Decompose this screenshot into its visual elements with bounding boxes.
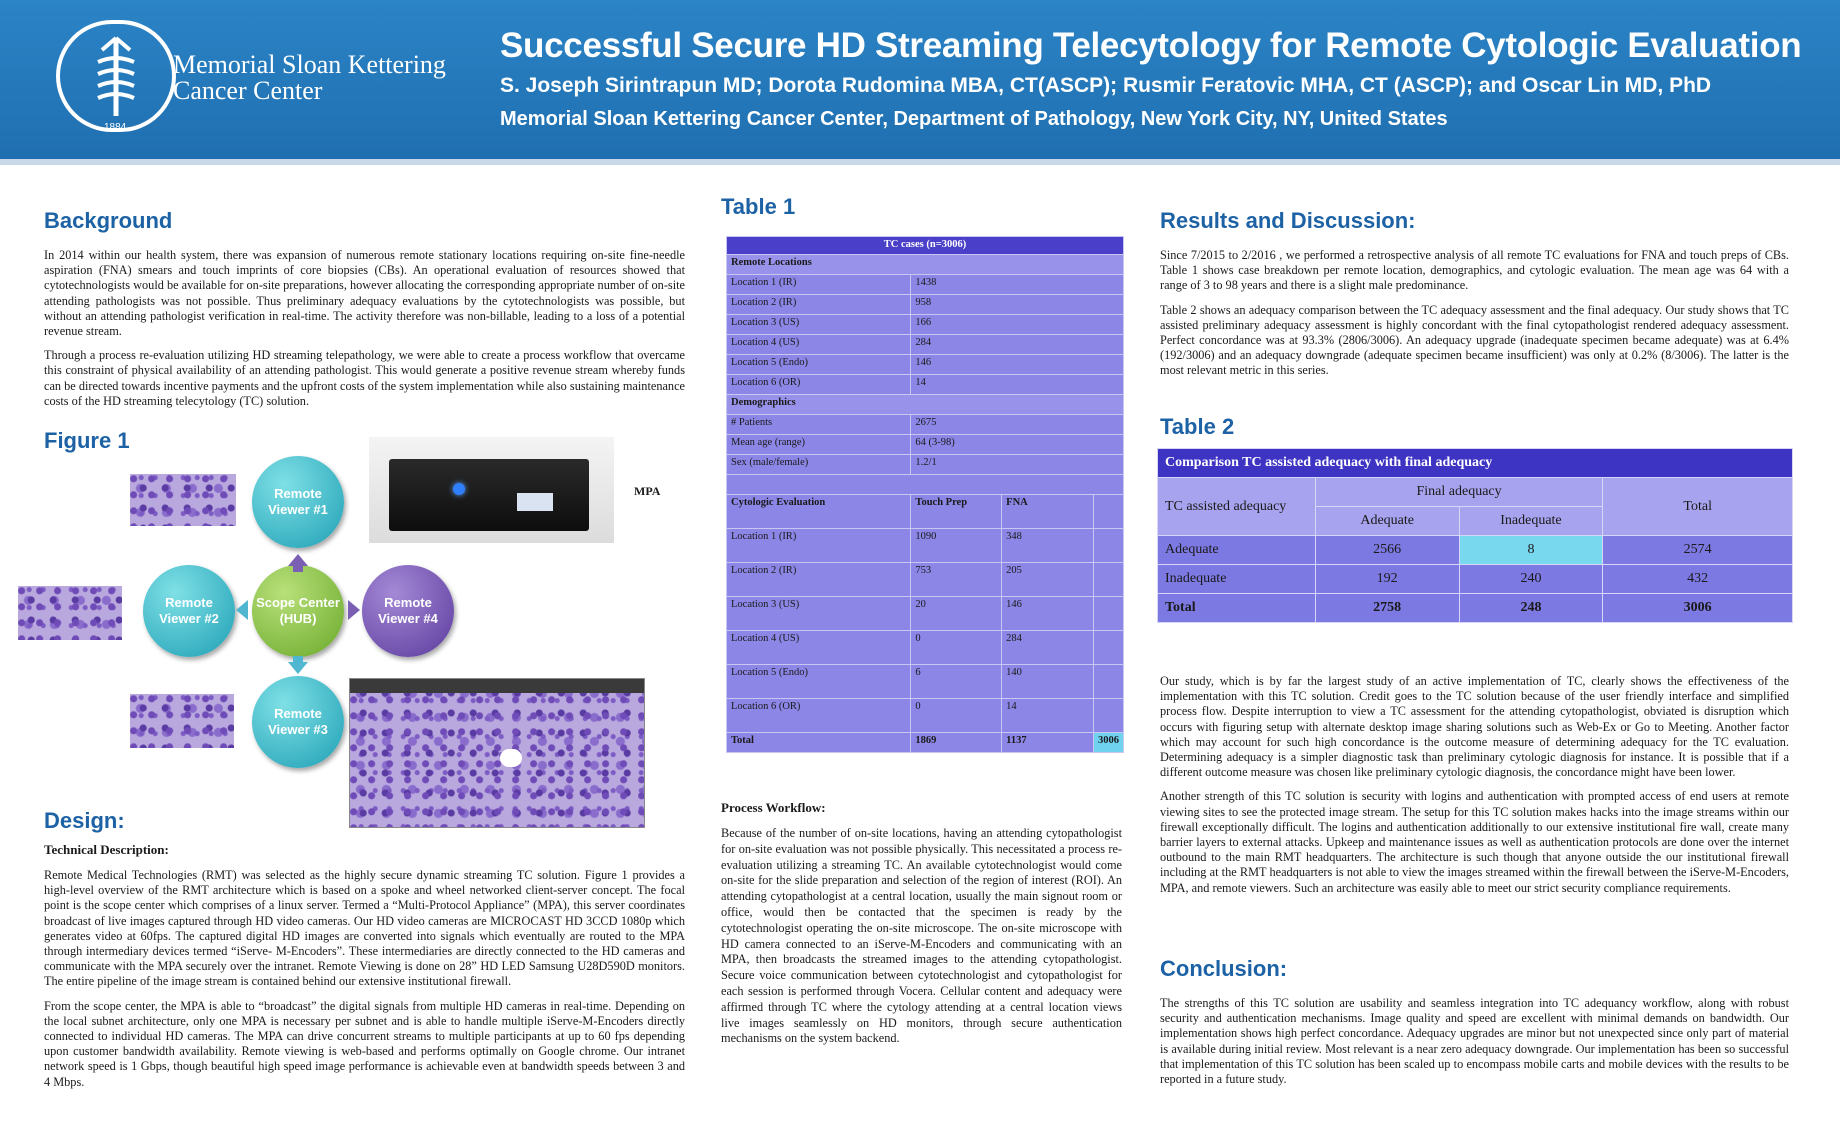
table1-total-row: Total 1869 1137 3006: [727, 733, 1124, 753]
table-row: Location 5 (Endo) 146: [727, 355, 1124, 375]
arrow-up-icon: [288, 554, 308, 566]
arrow-down-icon: [288, 662, 308, 674]
results-heading: Results and Discussion:: [1160, 208, 1416, 233]
background-p2: Through a process re-evaluation utilizing HD streaming telepathology, we were able to create a process workflow that overcame this constraint of physical availability of an attending pathologist. This would generate a positive revenue stream whereby funds can be directed towards incentive payments and the upfront costs of the system implementation while also sustaining maintenance costs of the HD streaming telecytology (TC) solution.: [44, 348, 685, 408]
arrow-left-icon: [236, 600, 248, 620]
table-row: Location 2 (IR) 753 205: [727, 563, 1124, 597]
table2-total-header: Total: [1603, 478, 1793, 536]
logo-wordmark: [173, 52, 446, 104]
workflow-heading: Process Workflow:: [721, 800, 826, 815]
results-p2: Table 2 shows an adequacy comparison between the TC adequacy assessment and the final adequacy. Our study shows that TC assisted preliminary adequacy assessment is highly concordant with the final cytopathologist rendered adequacy assessment. Perfect concordance was at 93.3% (2806/3006). An adequacy upgrade (inadequate specimen became adequate) was at 6.4% (192/3006) and an adequacy downgrade (adequate specimen became insufficient) was only at 0.2% (8/3006). The latter is the most relevant metric in this series.: [1160, 302, 1789, 378]
table-row: Sex (male/female) 1.2/1: [727, 455, 1124, 475]
logo-emblem-icon: [56, 20, 176, 132]
table-row: Location 3 (US) 20 146: [727, 597, 1124, 631]
table-row: Adequate 2566 8 2574: [1158, 536, 1793, 565]
table2: Comparison TC assisted adequacy with final adequacy TC assisted adequacy Final adequacy Total Adequate Inadequate Adequate 2566 8 2574 Inadequate 192 240 432 Total 2758 248 3006: [1157, 448, 1793, 623]
technical-description-heading: Technical Description:: [44, 842, 169, 857]
results-p3: Our study, which is by far the largest study of an active implementation of TC, clearly shows the effectiveness of the implementation with this TC solution. Credit goes to the TC solution because of the user friendly interface and simplified process flow. Despite interruption to view a TC assessment for the attending cytopathologist, obviated is disruption which occurs with figuring setup with alternate desktop image sharing solutions such as Web-Ex or Go to Meeting. Another factor which may account for such high concordance is the outcome measure of determining adequacy for the TC evaluation. Determining adequacy is a simpler diagnostic task than preliminary cytologic diagnosis for instance. It is possible that if a different outcome measure was chosen like preliminary cytologic diagnosis, the concordance might have been lower.: [1160, 674, 1789, 780]
table-row: Location 1 (IR) 1438: [727, 275, 1124, 295]
table2-title: Comparison TC assisted adequacy with final adequacy: [1158, 449, 1793, 478]
table1-eval-header: Cytologic Evaluation Touch Prep FNA: [727, 495, 1124, 529]
logo-line1: Memorial Sloan Kettering: [173, 50, 446, 79]
figure1-heading: Figure 1: [44, 428, 130, 453]
table2-row-header: TC assisted adequacy: [1158, 478, 1316, 536]
poster-affiliation: Memorial Sloan Kettering Cancer Center, Department of Pathology, New York City, NY, United States: [500, 108, 1448, 130]
table1-heading: Table 1: [721, 194, 796, 219]
viewer1-screen-image: [130, 474, 236, 526]
table-row: Location 6 (OR) 0 14: [727, 699, 1124, 733]
design-p1: Remote Medical Technologies (RMT) was selected as the highly secure dynamic streaming TC solution. Figure 1 provides a high-level overview of the RMT architecture which is based on a spoke and wheel networked client-server concept. The focal point is the scope center which comprises of a linux server. Termed a “Multi-Protocol Appliance” (MPA), this server coordinates broadcast of live images captured through HD video cameras. Our HD video cameras are MICROCAST HD 3CCD 1080p which generates video at 60fps. The captured digital HD images are converted into signals which eventually are routed to the MPA through intermediary devices termed “iServe- M-Encoders”. These intermediaries are directly connected to the HD cameras and communicate with the MPA securely over the intranet. Remote Viewing is done on 28” HD LED Samsung U28D590D monitors. The entire pipeline of the image stream is contained behind our extensive institutional firewall.: [44, 868, 685, 989]
table-row: # Patients 2675: [727, 415, 1124, 435]
mpa-label: MPA: [634, 484, 661, 498]
table-row: Location 3 (US) 166: [727, 315, 1124, 335]
logo-line2: Cancer Center: [173, 76, 323, 105]
table-row: Location 4 (US) 284: [727, 335, 1124, 355]
table-row: Inadequate 192 240 432: [1158, 565, 1793, 594]
viewer3-screen-image: [130, 694, 234, 748]
background-text: [44, 248, 685, 418]
remote-locations-label: Remote Locations: [727, 255, 1124, 275]
background-heading: Background: [44, 208, 173, 233]
table2-final-header: Final adequacy: [1315, 478, 1603, 507]
conclusion-text: The strengths of this TC solution are usability and seamless integration into TC adequancy workflow, along with robust security and authentication mechanisms. Image quality and speed are excellent with minimal demands on bandwidth. Our implementation shows high perfect concordance. Adequacy upgrades are minor but not unexpected since only part of material is available during initial review. Most relevant is a near zero adequacy downgrade. Our implementation has been so successful that implementation of this TC solution has been scaled up to encompass mobile carts and mobile devices with the results to be reported in a future study.: [1160, 996, 1789, 1087]
msk-logo: [56, 20, 456, 140]
remote-viewer-2-node: Remote Viewer #2: [143, 565, 235, 657]
table-row: Location 4 (US) 0 284: [727, 631, 1124, 665]
results-top-text: [1160, 248, 1789, 388]
background-p1: In 2014 within our health system, there was expansion of numerous remote stationary locations requiring on-site fine-needle aspiration (FNA) smears and touch imprints of core biopsies (CBs). An operational evaluation of resources showed that cytotechnologists would be available for on-site preparations, however allocating the corresponding appropriate number of on-site attending pathologists was not possible. Thus preliminary adequacy evaluations by the cytotechnologists was possible, but without an attending pathologist verification in real-time. The activity therefore was non-billable, leading to a loss of a potential revenue stream.: [44, 248, 685, 339]
poster-header: [0, 0, 1840, 165]
poster-authors: S. Joseph Sirintrapun MD; Dorota Rudomina MBA, CT(ASCP); Rusmir Feratovic MHA, CT (ASCP); and Oscar Lin MD, PhD: [500, 74, 1712, 97]
microscope-stream-image: [349, 678, 645, 828]
remote-viewer-3-node: Remote Viewer #3: [252, 676, 344, 768]
design-p2: From the scope center, the MPA is able to “broadcast” the digital signals from multiple HD cameras in real-time. Depending on the local subnet architecture, only one MPA is necessary per subnet and is able to handle multiple iServe-M-Encoders directly connected to individual HD cameras. The MPA can drive concurrent streams to multiple participants at up to 60 fps depending upon customer bandwidth availability. Remote viewing is web-based and performs optimally on Google chrome. Our intranet network speed is 1 Gbps, though beautiful high speed image performance is achievable even at bandwidth speeds between 3 and 4 Mbps.: [44, 998, 685, 1089]
design-text: [44, 868, 685, 1099]
arrow-right-icon: [348, 600, 360, 620]
table-row: Location 1 (IR) 1090 348: [727, 529, 1124, 563]
conclusion-heading: Conclusion:: [1160, 956, 1288, 981]
table-row: Location 6 (OR) 14: [727, 375, 1124, 395]
table-row: Mean age (range) 64 (3-98): [727, 435, 1124, 455]
workflow-text: Because of the number of on-site locations, having an attending cytopathologist for on-site evaluation was not possible physically. This necessitated a process re-evaluation utilizing a streaming TC. An available cytotechnologist would come on-site for the slide preparation and selection of the region of interest (ROI). An attending cytopathologist at a central location, usually the main signout room or office, would then be contacted that the specimen is ready by the cytotechnologist operating the on-site microscope. The on-site microscope with HD camera connected to an iServe-M-Encoders and communicating with an MPA, then broadcasts the streamed images to the attending cytopathologist. Secure voice communication between cytotechnologist and cytopathologist for each session is performed through Vocera. Cellular content and adequacy were affirmed through TC where the cytology attending at a central location views live images seamlessly on HD monitors, through secure authentication mechanisms on the system backend.: [721, 826, 1122, 1046]
viewer2-screen-image: [18, 586, 122, 640]
table-row: Location 5 (Endo) 6 140: [727, 665, 1124, 699]
design-heading: Design:: [44, 808, 125, 833]
logo-year: 1884: [104, 122, 127, 133]
remote-viewer-1-node: Remote Viewer #1: [252, 456, 344, 548]
hub-arrows: [230, 540, 420, 680]
poster-title: Successful Secure HD Streaming Telecytology for Remote Cytologic Evaluation: [500, 26, 1802, 65]
table1-title: TC cases (n=3006): [727, 237, 1124, 255]
table2-heading: Table 2: [1160, 414, 1235, 439]
table2-total-row: Total 2758 248 3006: [1158, 594, 1793, 623]
results-p1: Since 7/2015 to 2/2016 , we performed a retrospective analysis of all remote TC evaluations for FNA and touch preps of CBs. Table 1 shows case breakdown per remote location, demographics, and cytologic evaluation. The mean age was 64 with a range of 3 to 98 years and there is a slight male predominance.: [1160, 248, 1789, 293]
scope-center-hub-node: Scope Center (HUB): [252, 565, 344, 657]
demographics-label: Demographics: [727, 395, 1124, 415]
results-bottom-text: [1160, 674, 1789, 905]
table-row: Location 2 (IR) 958: [727, 295, 1124, 315]
table1: [726, 236, 1124, 753]
results-p4: Another strength of this TC solution is security with logins and authentication with prompted access of end users at remote viewing sites to see the protected image stream. The setup for this TC solution makes hacks into the image streams within our firewall exceptionally difficult. The logins and authentication additionally to our extensive institutional fire wall, create many barrier layers to external attacks. Upkeep and maintenance issues as well as authentication protocols are done over the internet outbound to the main RMT headquarters. The architecture is such though that anyone outside the our institutional firewall including at the RMT headquarters is not able to view the images streamed within the firewall between the iServe-M-Encoders, MPA, and remote viewers. Such an architecture was easily able to meet our strict security compliance requirements.: [1160, 789, 1789, 895]
mpa-device-image: [369, 437, 614, 543]
remote-viewer-4-node: Remote Viewer #4: [362, 565, 454, 657]
